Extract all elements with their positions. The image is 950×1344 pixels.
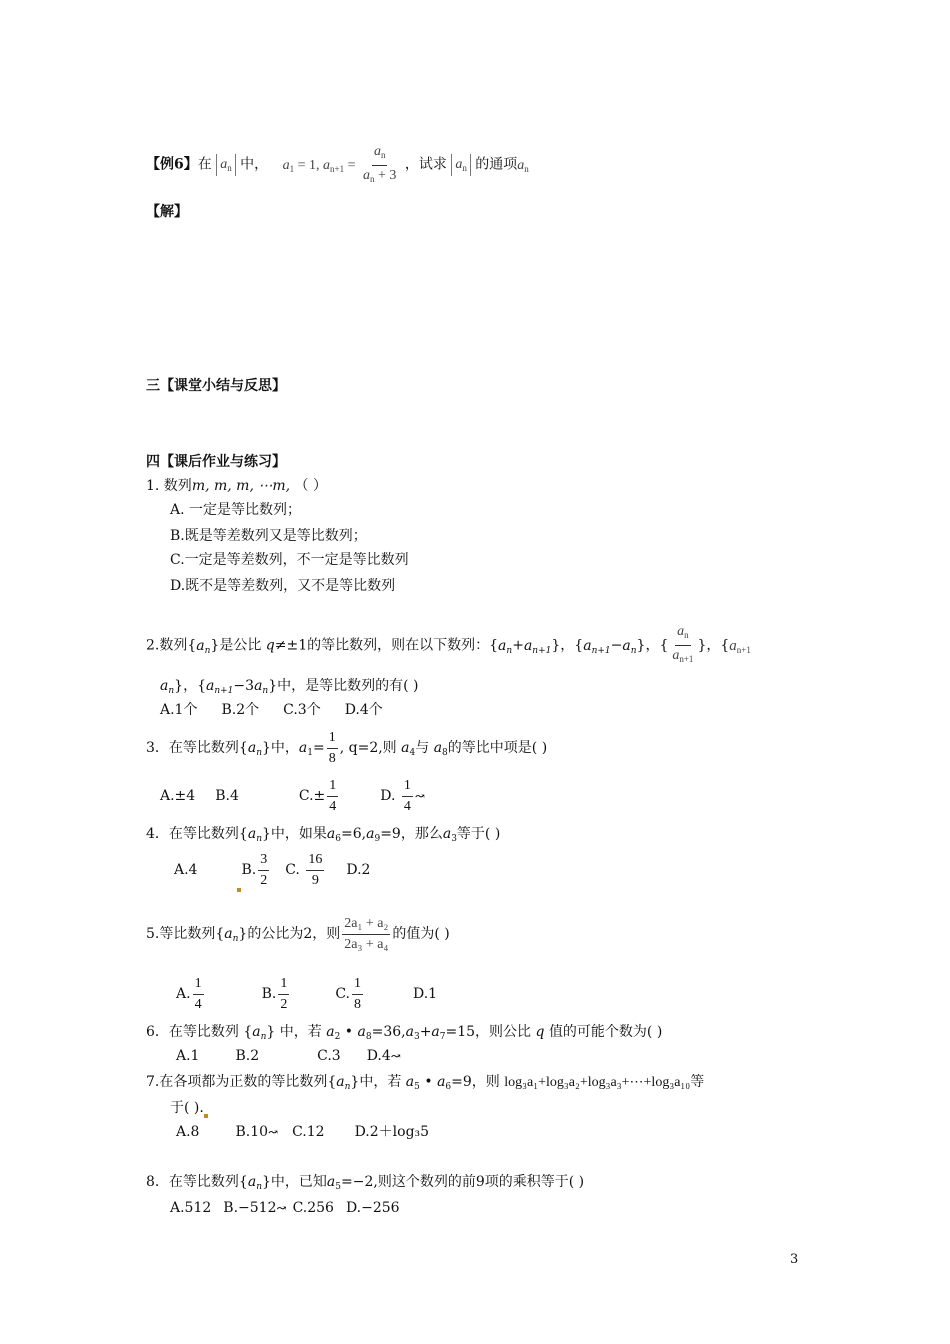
q6-option-d: D.4↝ bbox=[366, 1048, 401, 1064]
question-3-options bbox=[160, 774, 425, 818]
question-7-stem: 7.在各项都为正数的等比数列$\{a_n\}$中，若 $a_5$ • $a_6=9$，则 log₃a₁+log₃a₂+log₃a₃+⋯+log₃a₁₀等 bbox=[146, 1074, 705, 1092]
question-4-options bbox=[174, 848, 370, 892]
squiggle-mark-icon: ↝ bbox=[414, 789, 425, 803]
q4-option-d: D.2 bbox=[346, 862, 371, 878]
squiggle-mark-icon: ↝ bbox=[390, 1049, 401, 1063]
q7-option-a: A.8 bbox=[176, 1124, 200, 1140]
q3-option-d: D. $\frac{1}{4}$ ↝ bbox=[380, 788, 425, 804]
q7-option-c: C.12 bbox=[292, 1124, 325, 1140]
q8-option-a: A.512 bbox=[170, 1200, 212, 1216]
solution-label: 【解】 bbox=[146, 204, 188, 220]
question-4-stem: 4．在等比数列$\{a_n\}$中，如果$a_6=6,a_9=9$，那么$a_3$等于( ) bbox=[146, 826, 501, 844]
question-1-option-c: C.一定是等差数列，不一定是等比数列 bbox=[170, 552, 409, 568]
text: 在 bbox=[197, 156, 212, 173]
q7-option-b: B.10↝ bbox=[235, 1124, 279, 1140]
squiggle-mark-icon: ↝ bbox=[276, 1201, 287, 1215]
q3-option-a: A.±4 bbox=[160, 788, 196, 804]
q5-option-c: C. $\frac{1}{8}$ bbox=[335, 975, 361, 1012]
q7-option-d: D.2＋log₃5 bbox=[354, 1124, 430, 1140]
question-2-stem: 2.数列$\{a_n\}$是公比 q≠±1的等比数列，则在以下数列：$\{a_n+a_{n+1}\}$，$\{a_{n+1}-a_n\}$，{ $\frac{a_n}{a_{n+1}}$ }，{$a_{n+1}$ bbox=[146, 624, 751, 664]
squiggle-mark-icon: ↝ bbox=[268, 1125, 279, 1139]
question-7-line-2: 于( ). bbox=[170, 1098, 208, 1118]
section-4-heading: 四【课后作业与练习】 bbox=[146, 454, 286, 470]
question-1-stem: 1. 数列m, m, m, ⋯m, （ ） bbox=[146, 478, 327, 494]
question-1-option-d: D.既不是等差数列，又不是等比数列 bbox=[170, 578, 396, 594]
text: 中， bbox=[240, 156, 269, 173]
sequence-braces-2: $a_n$ bbox=[451, 154, 471, 176]
question-6-stem: 6．在等比数列 $\{a_n\}$ 中，若 $a_2$ • $a_8=36,a_3+a_7=15$，则公比 q 值的可能个数为( ) bbox=[146, 1024, 663, 1042]
q2-option-d: D.4个 bbox=[344, 702, 383, 718]
q8-option-d: D.−256 bbox=[345, 1200, 400, 1216]
section-3-heading: 三【课堂小结与反思】 bbox=[146, 378, 286, 394]
question-1-option-a: A. 一定是等比数列； bbox=[170, 502, 302, 518]
question-5-options bbox=[176, 972, 437, 1016]
question-3-stem: 3．在等比数列$\{a_n\}$中，$a_1=$ $\frac{1}{8}$ , q=2,则 $a_4$与 $a_8$的等比中项是( ) bbox=[146, 729, 548, 766]
example-6: 【例6】在 $a_n$ 中， $a_1 = 1$, $a_{n+1}$ = $\frac{a_n}{a_n + 3}$ ，试求 $a_n$ 的通项$a_n$ bbox=[146, 144, 529, 184]
stray-mark bbox=[237, 888, 241, 892]
q6-option-b: B.2 bbox=[235, 1048, 260, 1064]
q3-option-b: B.4 bbox=[215, 788, 239, 804]
q3-option-c: C.± $\frac{1}{4}$ bbox=[298, 777, 337, 814]
example-label: 【例6】 bbox=[146, 156, 198, 173]
q8-option-c: C.256 bbox=[292, 1200, 334, 1216]
question-8-options bbox=[170, 1198, 400, 1218]
page-number: 3 bbox=[790, 1252, 799, 1267]
q6-option-a: A.1 bbox=[176, 1048, 200, 1064]
question-2-line-2: $a_n$}，$\{a_{n+1}-3a_n\}$中，是等比数列的有( ) bbox=[160, 678, 419, 696]
recurrence-formula: $a_1 = 1$, $a_{n+1}$ = $\frac{a_n}{a_n + 3}$ bbox=[282, 144, 397, 184]
question-6-options bbox=[176, 1046, 401, 1066]
question-1-option-b: B.既是等差数列又是等比数列； bbox=[170, 528, 367, 544]
q2-option-a: A.1个 bbox=[160, 702, 198, 718]
question-2-options bbox=[160, 700, 383, 720]
q4-option-b: B. $\frac{3}{2}$ bbox=[237, 862, 271, 878]
q8-option-b: B.−512↝ bbox=[223, 1200, 287, 1216]
q2-option-b: B.2个 bbox=[221, 702, 260, 718]
q4-option-a: A.4 bbox=[174, 862, 198, 878]
question-8-stem: 8．在等比数列$\{a_n\}$中，已知$a_5=-2$,则这个数列的前9项的乘积等于( ) bbox=[146, 1174, 585, 1192]
stray-mark bbox=[204, 1114, 208, 1118]
q4-option-c: C. $\frac{16}{9}$ bbox=[285, 851, 323, 888]
q5-option-a: A. $\frac{1}{4}$ bbox=[176, 975, 202, 1012]
q2-option-c: C.3个 bbox=[283, 702, 321, 718]
sequence-braces: $a_n$ bbox=[216, 154, 236, 176]
question-5-stem: 5.等比数列$\{a_n\}$的公比为2，则 $\frac{\text{2a₁ + a₂}}{\text{2a₃ + a₄}}$ 的值为( ) bbox=[146, 915, 450, 952]
q5-option-b: B. $\frac{1}{2}$ bbox=[261, 975, 288, 1012]
text: 的通项 bbox=[475, 156, 518, 173]
question-7-options bbox=[176, 1122, 429, 1142]
q5-option-d: D.1 bbox=[412, 986, 438, 1002]
q6-option-c: C.3 bbox=[317, 1048, 341, 1064]
text: ，试求 bbox=[404, 156, 447, 173]
